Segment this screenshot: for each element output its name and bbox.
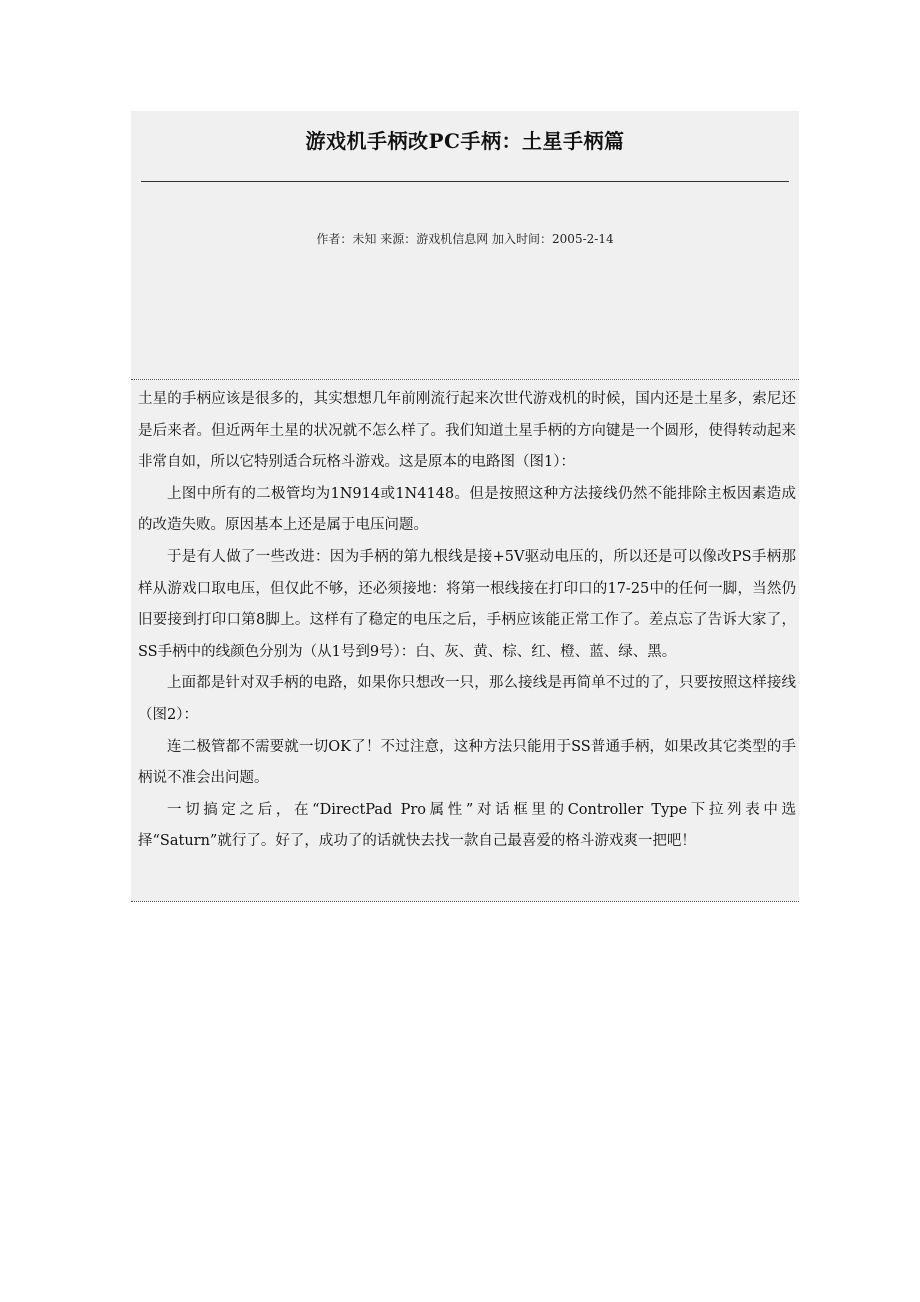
article-body (131, 380, 799, 901)
title-divider (141, 181, 789, 182)
paragraph: 土星的手柄应该是很多的，其实想想几年前刚流行起来次世代游戏机的时候，国内还是土星多，索尼还是后来者。但近两年土星的状况就不怎么样了。我们知道土星手柄的方向键是一个圆形，使得转动起来非常自如，所以它特别适合玩格斗游戏。这是原本的电路图（图1）： (138, 391, 796, 471)
article-meta: 作者：未知 来源：游戏机信息网 加入时间：2005-2-14 (316, 232, 614, 246)
paragraph: 上图中所有的二极管均为1N914或1N4148。但是按照这种方法接线仍然不能排除主板因素造成的改造失败。原因基本上还是属于电压问题。 (138, 485, 796, 534)
article-header (131, 111, 799, 379)
paragraph: 于是有人做了一些改进：因为手柄的第九根线是接+5V驱动电压的，所以还是可以像改PS手柄那样从游戏口取电压，但仅此不够，还必须接地：将第一根线接在打印口的17-25中的任何一脚，当然仍旧要接到打印口第8脚上。这样有了稳定的电压之后，手柄应该能正常工作了。差点忘了告诉大家了，SS手柄中的线颜色分别为（从1号到9号）：白、灰、黄、棕、红、橙、蓝、绿、黑。 (138, 548, 796, 660)
article-title: 游戏机手柄改PC手柄：土星手柄篇 (305, 129, 625, 153)
article-body-text (138, 384, 796, 858)
paragraph: 上面都是针对双手柄的电路，如果你只想改一只，那么接线是再简单不过的了，只要按照这样接线（图2）： (138, 675, 796, 723)
paragraph: 连二极管都不需要就一切OK了！不过注意，这种方法只能用于SS普通手柄，如果改其它类型的手柄说不准会出问题。 (138, 738, 796, 787)
paragraph: 一切搞定之后，在“DirectPad Pro属性”对话框里的Controller Type下拉列表中选择“Saturn”就行了。好了，成功了的话就快去找一款自己最喜爱的格斗游戏爽一把吧！ (138, 801, 796, 850)
content-bottom-divider (131, 901, 799, 902)
